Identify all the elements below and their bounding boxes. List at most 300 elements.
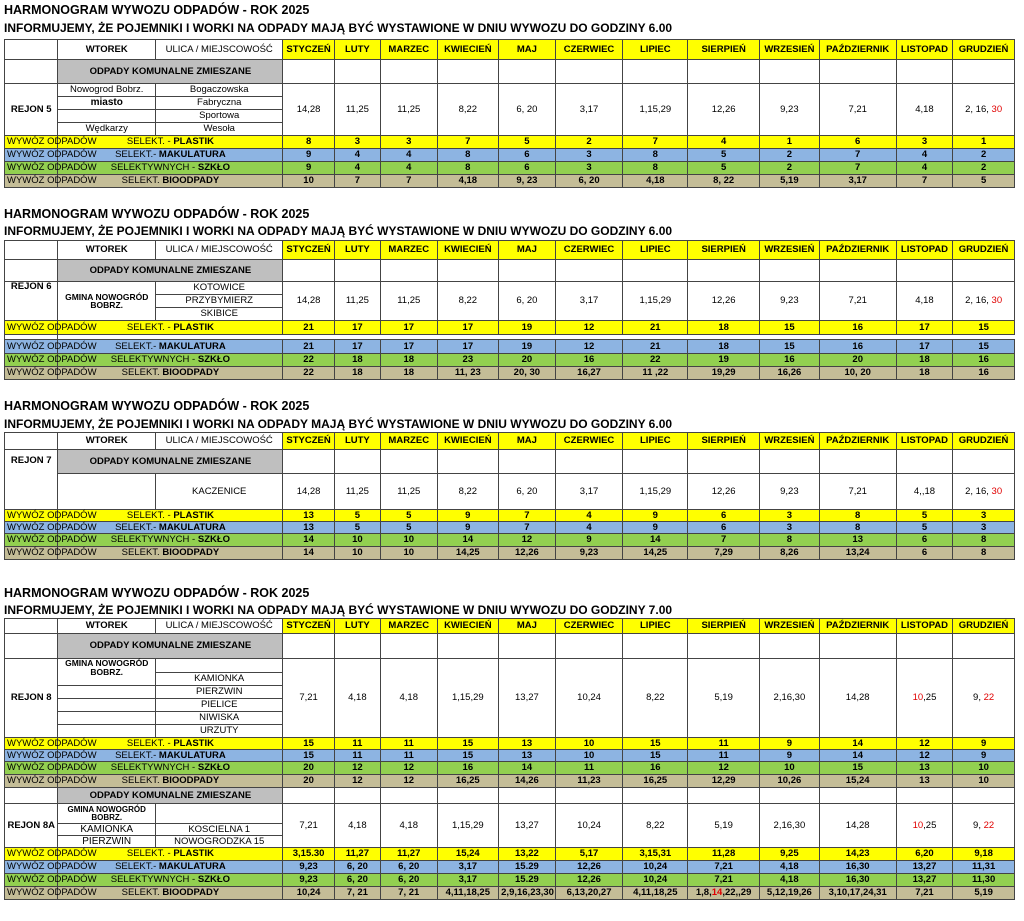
pickup-date-cell: 17 (381, 321, 438, 335)
empty-cell (499, 450, 556, 474)
month-header: STYCZEŃ (283, 40, 334, 60)
pickup-date-cell: 4 (334, 149, 380, 162)
region-label-cell (5, 60, 58, 84)
pickup-date-cell: 12 (555, 340, 623, 354)
pickup-date-cell: 8 (437, 149, 499, 162)
month-header: MARZEC (381, 40, 438, 60)
month-header: SIERPIEŃ (688, 433, 760, 450)
waste-category-label: WYWÓZ ODPADÓW (5, 547, 58, 560)
month-header: LUTY (334, 433, 380, 450)
street-cell: Bogaczowska (156, 84, 283, 97)
month-header: KWIECIEŃ (437, 241, 499, 260)
mixed-pickup-dates: 10,24 (555, 659, 623, 738)
waste-category-label: WYWÓZ ODPADÓW (5, 354, 58, 367)
pickup-date-cell: 13,22 (499, 848, 556, 861)
pickup-date-cell: 3,15,31 (623, 848, 688, 861)
mixed-pickup-dates: 1,15,29 (437, 659, 499, 738)
pickup-date-cell: 7,21 (896, 887, 953, 900)
waste-category-type: SELEKT. BIOODPADY (58, 547, 283, 560)
weekday-header: WTOREK (58, 619, 156, 634)
pickup-date-cell: 9 (437, 522, 499, 534)
pickup-date-cell: 14 (623, 534, 688, 547)
pickup-date-cell: 10 (381, 547, 438, 560)
waste-category-label: WYWÓZ ODPADÓW (5, 340, 58, 354)
waste-category-label: WYWÓZ ODPADÓW (5, 861, 58, 874)
empty-cell (334, 260, 380, 282)
street-header: ULICA / MIEJSCOWOŚĆ (156, 619, 283, 634)
month-header: STYCZEŃ (283, 241, 334, 260)
weekday-header: WTOREK (58, 40, 156, 60)
pickup-date-cell: 5 (334, 510, 380, 522)
mixed-pickup-dates: 2, 16, 30 (953, 84, 1015, 136)
pickup-date-cell: 2 (760, 149, 820, 162)
region-label: REJON 6 (5, 282, 58, 321)
month-header: WRZESIEŃ (760, 40, 820, 60)
schedule-notice: INFORMUJEMY, ŻE POJEMNIKI I WORKI NA ODPADY MAJĄ BYĆ WYSTAWIONE W DNIU WYWOZU DO GODZINY 6.00 (4, 21, 673, 35)
mixed-pickup-dates: 7,21 (283, 659, 334, 738)
empty-cell (760, 634, 820, 659)
mixed-pickup-dates: 4,18 (334, 659, 380, 738)
mixed-pickup-dates: 8,22 (437, 282, 499, 321)
mixed-pickup-dates: 13,27 (499, 659, 556, 738)
mixed-pickup-dates: 7,21 (819, 474, 896, 510)
mixed-pickup-dates: 7,21 (283, 804, 334, 848)
month-header: STYCZEŃ (283, 433, 334, 450)
waste-category-type: SELEKTYWNYCH - SZKŁO (58, 354, 283, 367)
weekday-header: WTOREK (58, 433, 156, 450)
waste-category-type: SELEKT. - PLASTIK (58, 848, 283, 861)
empty-cell (688, 260, 760, 282)
pickup-date-cell: 5,19 (760, 175, 820, 188)
schedule-title: HARMONOGRAM WYWOZU ODPADÓW - ROK 2025 (4, 207, 310, 221)
pickup-date-cell: 13 (283, 510, 334, 522)
pickup-date-cell: 20 (283, 775, 334, 788)
mixed-pickup-dates: 4,18 (896, 282, 953, 321)
waste-category-type: SELEKT.- MAKULATURA (58, 861, 283, 874)
waste-category-label: WYWÓZ ODPADÓW (5, 136, 58, 149)
empty-cell (283, 260, 334, 282)
pickup-date-cell: 12 (896, 738, 953, 750)
pickup-date-cell: 13 (819, 534, 896, 547)
pickup-date-cell: 2,9,16,23,30 (499, 887, 556, 900)
pickup-date-cell: 3,17 (819, 175, 896, 188)
pickup-date-cell: 8 (819, 510, 896, 522)
pickup-date-cell: 9 (953, 750, 1015, 762)
pickup-date-cell: 5 (334, 522, 380, 534)
month-header: CZERWIEC (555, 241, 623, 260)
pickup-date-cell: 16,30 (819, 874, 896, 887)
pickup-date-cell: 8 (953, 534, 1015, 547)
pickup-date-cell: 6 (499, 149, 556, 162)
mixed-pickup-dates: 6, 20 (499, 474, 556, 510)
pickup-date-cell: 16 (555, 354, 623, 367)
pickup-date-cell: 11, 23 (437, 367, 499, 380)
waste-category-type: SELEKT.- MAKULATURA (58, 149, 283, 162)
pickup-date-cell: 4,18 (623, 175, 688, 188)
gmina-label: GMINA NOWOGRÓD BOBRZ. (58, 804, 156, 824)
pickup-date-cell: 11 (688, 750, 760, 762)
empty-cell (555, 60, 623, 84)
pickup-date-cell: 14 (437, 534, 499, 547)
weekday-header: WTOREK (58, 241, 156, 260)
pickup-date-cell: 10 (555, 738, 623, 750)
mixed-pickup-dates: 11,25 (334, 474, 380, 510)
waste-category-label: WYWÓZ ODPADÓW (5, 762, 58, 775)
empty-cell (381, 260, 438, 282)
pickup-date-cell: 2 (953, 162, 1015, 175)
region-label: REJON 7 (5, 450, 58, 510)
pickup-date-cell: 7 (499, 510, 556, 522)
empty-cell (688, 450, 760, 474)
empty-cell (437, 60, 499, 84)
empty-cell (953, 60, 1015, 84)
empty-cell (896, 788, 953, 804)
pickup-date-cell: 15.29 (499, 874, 556, 887)
mixed-pickup-dates: 8,22 (437, 84, 499, 136)
pickup-date-cell: 17 (437, 340, 499, 354)
empty-cell (953, 450, 1015, 474)
pickup-date-cell: 15 (953, 321, 1015, 335)
mixed-pickup-dates: 11,25 (334, 282, 380, 321)
village-cell: PRZYBYMIERZ (156, 295, 283, 308)
pickup-date-cell: 3 (381, 136, 438, 149)
pickup-date-cell: 10 (953, 775, 1015, 788)
pickup-date-cell: 10 (334, 534, 380, 547)
month-header: LUTY (334, 40, 380, 60)
mixed-pickup-dates: 8,22 (437, 474, 499, 510)
pickup-date-cell: 4,18 (760, 861, 820, 874)
pickup-date-cell: 10,24 (623, 861, 688, 874)
pickup-date-cell: 19 (499, 340, 556, 354)
empty-cell (688, 60, 760, 84)
pickup-date-cell: 7 (623, 136, 688, 149)
pickup-date-cell: 21 (283, 340, 334, 354)
pickup-date-cell: 11 (381, 750, 438, 762)
street-header: ULICA / MIEJSCOWOŚĆ (156, 433, 283, 450)
mixed-pickup-dates: 1,15,29 (623, 474, 688, 510)
pickup-date-cell: 18 (334, 367, 380, 380)
street-header: ULICA / MIEJSCOWOŚĆ (156, 40, 283, 60)
pickup-date-cell: 4 (688, 136, 760, 149)
pickup-date-cell: 12 (334, 775, 380, 788)
empty-cell (819, 60, 896, 84)
month-header: GRUDZIEŃ (953, 40, 1015, 60)
pickup-date-cell: 4 (555, 510, 623, 522)
pickup-date-cell: 10 (760, 762, 820, 775)
pickup-date-cell: 11,31 (953, 861, 1015, 874)
pickup-date-cell: 8,26 (760, 547, 820, 560)
waste-category-type: SELEKT. BIOODPADY (58, 367, 283, 380)
pickup-date-cell: 4,18 (437, 175, 499, 188)
month-header: KWIECIEŃ (437, 619, 499, 634)
mixed-pickup-dates: 10,25 (896, 804, 953, 848)
empty-cell (156, 659, 283, 673)
empty-cell (819, 788, 896, 804)
waste-category-type: SELEKTYWNYCH - SZKŁO (58, 874, 283, 887)
month-header: MARZEC (381, 433, 438, 450)
mixed-pickup-dates: 9, 22 (953, 804, 1015, 848)
waste-category-type: SELEKT.- MAKULATURA (58, 750, 283, 762)
pickup-date-cell: 16,25 (437, 775, 499, 788)
month-header: GRUDZIEŃ (953, 619, 1015, 634)
pickup-date-cell: 9,25 (760, 848, 820, 861)
pickup-date-cell: 21 (623, 340, 688, 354)
waste-category-type: SELEKT.- MAKULATURA (58, 522, 283, 534)
empty-cell (58, 712, 156, 725)
pickup-date-cell: 5 (688, 162, 760, 175)
mixed-pickup-dates: 10,24 (555, 804, 623, 848)
waste-category-type: SELEKT. BIOODPADY (58, 887, 283, 900)
pickup-date-cell: 15 (819, 762, 896, 775)
village-cell: NIWISKA (156, 712, 283, 725)
pickup-date-cell: 7 (437, 136, 499, 149)
mixed-pickup-dates: 2,16,30 (760, 659, 820, 738)
waste-category-label: WYWÓZ ODPADÓW (5, 367, 58, 380)
mixed-pickup-dates: 8,22 (623, 804, 688, 848)
empty-cell (499, 260, 556, 282)
month-header: SIERPIEŃ (688, 619, 760, 634)
mixed-pickup-dates: 3,17 (555, 84, 623, 136)
pickup-date-cell: 10,24 (623, 874, 688, 887)
pickup-date-cell: 7,29 (688, 547, 760, 560)
empty-cell (688, 788, 760, 804)
pickup-date-cell: 12,26 (555, 861, 623, 874)
waste-category-label: WYWÓZ ODPADÓW (5, 750, 58, 762)
empty-cell (953, 260, 1015, 282)
pickup-date-cell: 14 (819, 738, 896, 750)
pickup-date-cell: 7 (334, 175, 380, 188)
empty-cell (334, 788, 380, 804)
month-header: GRUDZIEŃ (953, 241, 1015, 260)
mixed-pickup-dates: 7,21 (819, 282, 896, 321)
empty-cell (499, 634, 556, 659)
empty-cell (555, 634, 623, 659)
month-header: MARZEC (381, 241, 438, 260)
empty-cell (623, 60, 688, 84)
month-header: LUTY (334, 241, 380, 260)
pickup-date-cell: 8 (283, 136, 334, 149)
pickup-date-cell: 9, 23 (499, 175, 556, 188)
pickup-date-cell: 14,25 (623, 547, 688, 560)
pickup-date-cell: 5 (381, 510, 438, 522)
pickup-date-cell: 12 (499, 534, 556, 547)
pickup-date-cell: 12,26 (555, 874, 623, 887)
empty-cell (58, 686, 156, 699)
pickup-date-cell: 15 (623, 738, 688, 750)
pickup-date-cell: 5,17 (555, 848, 623, 861)
pickup-date-cell: 16,27 (555, 367, 623, 380)
pickup-date-cell: 3 (334, 136, 380, 149)
pickup-date-cell: 17 (334, 340, 380, 354)
mixed-pickup-dates: 12,26 (688, 282, 760, 321)
pickup-date-cell: 17 (381, 340, 438, 354)
mixed-waste-label: ODPADY KOMUNALNE ZMIESZANE (58, 450, 283, 474)
waste-category-label: WYWÓZ ODPADÓW (5, 534, 58, 547)
pickup-date-cell: 6,20 (896, 848, 953, 861)
pickup-date-cell: 7 (688, 534, 760, 547)
month-header: WRZESIEŃ (760, 619, 820, 634)
pickup-date-cell: 7 (499, 522, 556, 534)
waste-category-label: WYWÓZ ODPADÓW (5, 510, 58, 522)
mixed-pickup-dates: 2, 16, 30 (953, 282, 1015, 321)
gmina-label: GMINA NOWOGRÓD BOBRZ. (58, 659, 156, 686)
pickup-date-cell: 14 (283, 547, 334, 560)
pickup-date-cell: 6,13,20,27 (555, 887, 623, 900)
pickup-date-cell: 16 (437, 762, 499, 775)
pickup-date-cell: 5 (688, 149, 760, 162)
pickup-date-cell: 8 (623, 162, 688, 175)
month-header: MAJ (499, 241, 556, 260)
month-header: LIPIEC (623, 433, 688, 450)
pickup-date-cell: 7, 21 (334, 887, 380, 900)
pickup-date-cell: 23 (437, 354, 499, 367)
mixed-pickup-dates: 13,27 (499, 804, 556, 848)
pickup-date-cell: 10, 20 (819, 367, 896, 380)
pickup-date-cell: 7 (896, 175, 953, 188)
mixed-pickup-dates: 11,25 (381, 282, 438, 321)
empty-cell (819, 634, 896, 659)
empty-cell (381, 634, 438, 659)
pickup-date-cell: 12 (381, 762, 438, 775)
pickup-date-cell: 14,23 (819, 848, 896, 861)
village-cell: KAMIONKA (58, 824, 156, 836)
pickup-date-cell: 4,11,18,25 (437, 887, 499, 900)
pickup-date-cell: 13 (896, 775, 953, 788)
pickup-date-cell: 5 (381, 522, 438, 534)
waste-category-type: SELEKT. - PLASTIK (58, 738, 283, 750)
pickup-date-cell: 8 (819, 522, 896, 534)
region-label-cell (5, 433, 58, 450)
empty-cell (437, 450, 499, 474)
month-header: PAŹDZIERNIK (819, 241, 896, 260)
pickup-date-cell: 10,26 (760, 775, 820, 788)
pickup-date-cell: 4 (381, 149, 438, 162)
pickup-date-cell: 21 (623, 321, 688, 335)
gmina-label: GMINA NOWOGRÓD BOBRZ. (58, 282, 156, 321)
empty-cell (156, 804, 283, 824)
pickup-date-cell: 17 (437, 321, 499, 335)
mixed-pickup-dates: 5,19 (688, 659, 760, 738)
month-header: WRZESIEŃ (760, 241, 820, 260)
pickup-date-cell: 2 (555, 136, 623, 149)
empty-cell (555, 450, 623, 474)
waste-category-label: WYWÓZ ODPADÓW (5, 887, 58, 900)
locality-cell: miasto (58, 97, 156, 110)
mixed-pickup-dates: 14,28 (283, 474, 334, 510)
pickup-date-cell: 15.29 (499, 861, 556, 874)
pickup-date-cell: 20 (499, 354, 556, 367)
pickup-date-cell: 7 (819, 162, 896, 175)
month-header: WRZESIEŃ (760, 433, 820, 450)
pickup-date-cell: 9,18 (953, 848, 1015, 861)
empty-cell (953, 788, 1015, 804)
empty-cell (623, 260, 688, 282)
mixed-pickup-dates: 14,28 (819, 804, 896, 848)
waste-category-label: WYWÓZ ODPADÓW (5, 738, 58, 750)
region-label-cell (5, 241, 58, 260)
month-header: PAŹDZIERNIK (819, 40, 896, 60)
schedule-title: HARMONOGRAM WYWOZU ODPADÓW - ROK 2025 (4, 399, 310, 413)
mixed-pickup-dates: 10,25 (896, 659, 953, 738)
empty-cell (896, 634, 953, 659)
mixed-pickup-dates: 4,18 (381, 804, 438, 848)
pickup-date-cell: 1 (953, 136, 1015, 149)
region-label: REJON 5 (5, 84, 58, 136)
empty-cell (381, 450, 438, 474)
pickup-date-cell: 16 (819, 321, 896, 335)
pickup-date-cell: 22 (283, 367, 334, 380)
pickup-date-cell: 22 (283, 354, 334, 367)
waste-category-type: SELEKT. - PLASTIK (58, 510, 283, 522)
mixed-waste-label: ODPADY KOMUNALNE ZMIESZANE (58, 788, 283, 804)
month-header: LISTOPAD (896, 619, 953, 634)
pickup-date-cell: 16 (953, 354, 1015, 367)
village-cell: KACZENICE (156, 474, 283, 510)
mixed-pickup-dates: 11,25 (381, 474, 438, 510)
waste-category-type: SELEKT. BIOODPADY (58, 175, 283, 188)
village-cell: PIELICE (156, 699, 283, 712)
pickup-date-cell: 16 (819, 340, 896, 354)
waste-category-label: WYWÓZ ODPADÓW (5, 162, 58, 175)
mixed-pickup-dates: 9,23 (760, 474, 820, 510)
pickup-date-cell: 11 (381, 738, 438, 750)
waste-category-label: WYWÓZ ODPADÓW (5, 874, 58, 887)
month-header: CZERWIEC (555, 619, 623, 634)
empty-cell (58, 699, 156, 712)
pickup-date-cell: 3 (760, 522, 820, 534)
mixed-pickup-dates: 14,28 (283, 84, 334, 136)
pickup-date-cell: 9 (623, 510, 688, 522)
mixed-pickup-dates: 12,26 (688, 474, 760, 510)
mixed-pickup-dates: 3,17 (555, 474, 623, 510)
month-header: LIPIEC (623, 40, 688, 60)
mixed-pickup-dates: 4,,18 (896, 474, 953, 510)
pickup-date-cell: 13,24 (819, 547, 896, 560)
pickup-date-cell: 18 (896, 367, 953, 380)
mixed-pickup-dates: 9, 22 (953, 659, 1015, 738)
waste-category-label: WYWÓZ ODPADÓW (5, 775, 58, 788)
pickup-date-cell: 19,29 (688, 367, 760, 380)
empty-cell (58, 474, 156, 510)
pickup-date-cell: 4 (896, 162, 953, 175)
pickup-date-cell: 21 (283, 321, 334, 335)
pickup-date-cell: 18 (334, 354, 380, 367)
pickup-date-cell: 9,23 (283, 874, 334, 887)
waste-category-label: WYWÓZ ODPADÓW (5, 149, 58, 162)
empty-cell (555, 260, 623, 282)
empty-cell (381, 60, 438, 84)
region-label-cell (5, 260, 58, 282)
pickup-date-cell: 10 (953, 762, 1015, 775)
region-7-table (4, 432, 1015, 560)
pickup-date-cell: 12 (334, 762, 380, 775)
pickup-date-cell: 6, 20 (334, 874, 380, 887)
pickup-date-cell: 13 (499, 738, 556, 750)
pickup-date-cell: 3 (953, 522, 1015, 534)
pickup-date-cell: 11 (334, 750, 380, 762)
pickup-date-cell: 3,15.30 (283, 848, 334, 861)
schedule-title: HARMONOGRAM WYWOZU ODPADÓW - ROK 2025 (4, 586, 310, 600)
pickup-date-cell: 13,27 (896, 874, 953, 887)
pickup-date-cell: 18 (688, 321, 760, 335)
pickup-date-cell: 9,23 (283, 861, 334, 874)
empty-cell (623, 788, 688, 804)
pickup-date-cell: 11 (555, 762, 623, 775)
waste-category-label: WYWÓZ ODPADÓW (5, 522, 58, 534)
pickup-date-cell: 6 (896, 534, 953, 547)
month-header: LISTOPAD (896, 40, 953, 60)
pickup-date-cell: 17 (896, 321, 953, 335)
